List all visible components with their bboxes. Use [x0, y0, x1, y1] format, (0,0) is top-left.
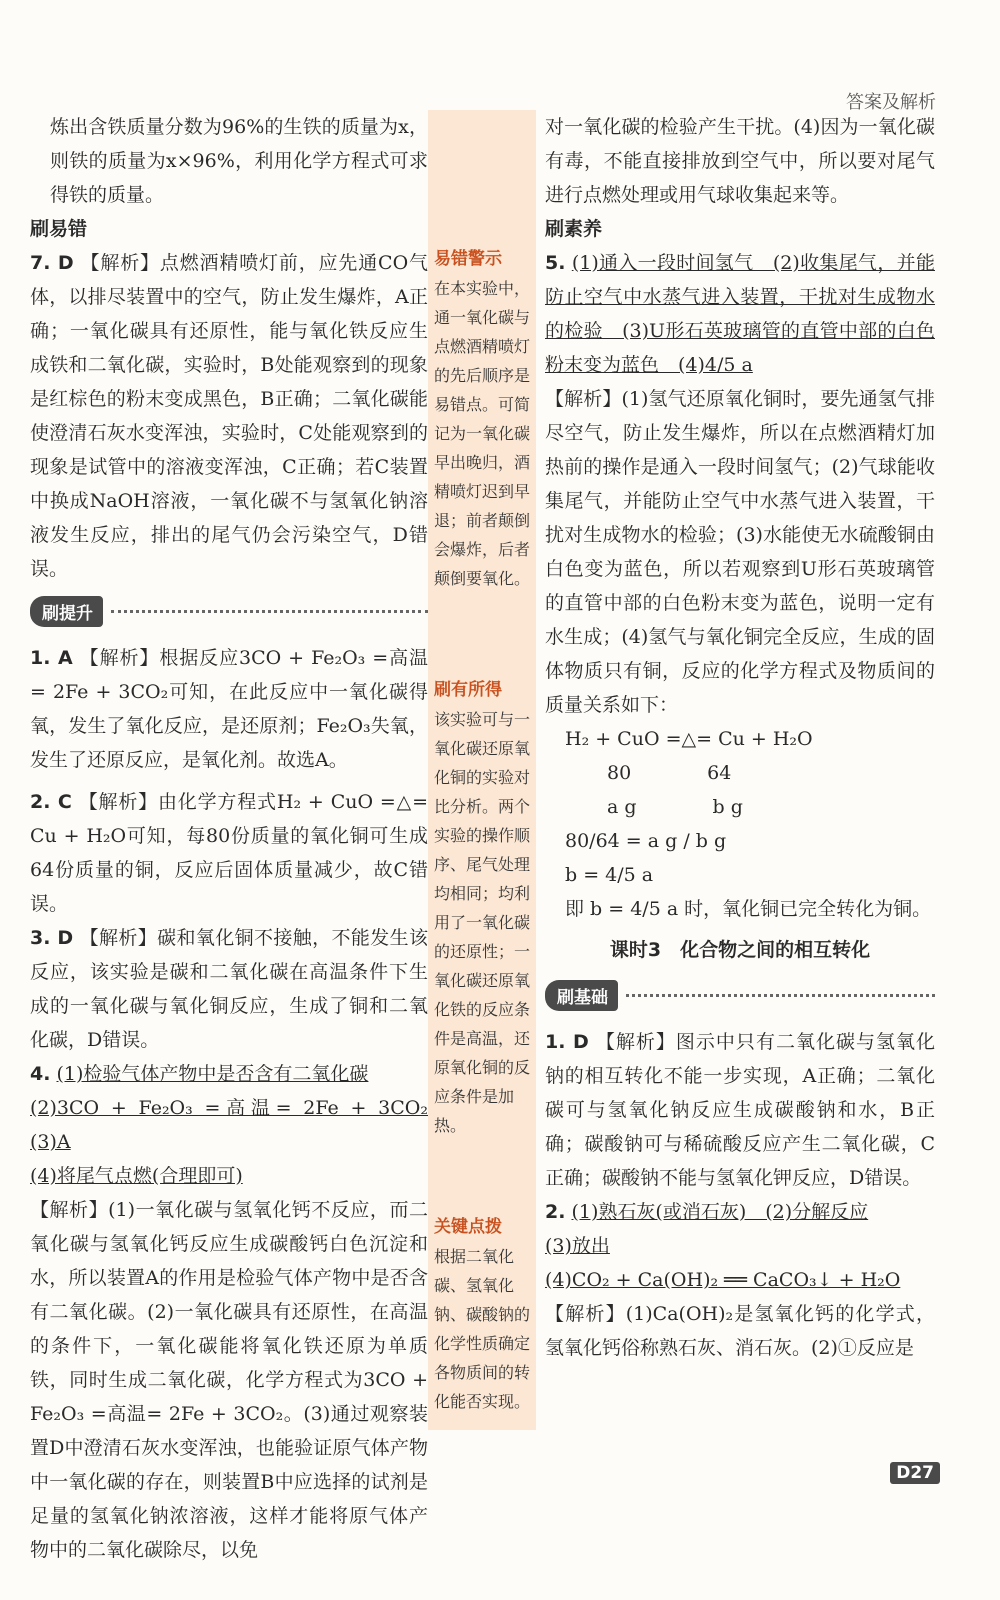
dotted-rule	[626, 994, 935, 997]
lesson-title: 课时3 化合物之间的相互转化	[609, 939, 871, 961]
section-tag: 刷基础	[545, 980, 618, 1011]
q1	[30, 641, 428, 777]
equation-5: b = 4/5 a	[565, 864, 654, 886]
note-title-3: 关键点拨	[434, 1217, 502, 1237]
page-number: D27	[890, 1462, 940, 1484]
q7-number: 7. D	[30, 252, 74, 274]
q2	[30, 785, 428, 921]
r1-text: 【解析】图示中只有二氧化碳与氢氧化钠的相互转化不能一步实现，A正确；二氧化碳可与氢氧化钠反应生成碳酸钠和水，B正确；碳酸钠可与稀硫酸反应产生二氧化碳，C正确；碳酸钠不能与氢氧化钾反应，D错误。	[545, 1031, 935, 1189]
note-text-2: 该实验可与一氧化碳还原氧化铜的实验对比分析。两个实验的操作顺序、尾气处理均相同；均利用了一氧化碳的还原性；一氧化碳还原氧化铁的反应条件是高温，还原氧化铜的反应条件是加热。	[434, 710, 531, 1135]
q2-number: 2. C	[30, 791, 72, 813]
q5-answer-text: (1)通入一段时间氢气 (2)收集尾气，并能防止空气中水蒸气进入装置，干扰对生成物水的检验 (3)U形石英玻璃管的直管中部的白色粉末变为蓝色 (4)4/5 a	[545, 252, 935, 376]
note-text-1: 在本实验中，通一氧化碳与点燃酒精喷灯的先后顺序是易错点。可简记为一氧化碳早出晚归，酒精喷灯迟到早退；前者颠倒会爆炸，后者颠倒要氧化。	[434, 279, 531, 588]
q7-text: 【解析】点燃酒精喷灯前，应先通CO气体，以排尽装置中的空气，防止发生爆炸，A正确；一氧化碳具有还原性，能与氧化铁反应生成铁和二氧化碳，实验时，B处能观察到的现象是红棕色的粉末变成黑色，B正确；二氧化碳能使澄清石灰水变浑浊，实验时，C处能观察到的现象是试管中的溶液变浑浊，C正确；若C装置中换成NaOH溶液，一氧化碳不与氢氧化钠溶液发生反应，排出的尾气仍会污染空气，D错误。	[30, 252, 428, 580]
section-title-literacy: 刷素养	[545, 218, 603, 240]
note-key-point	[428, 1206, 536, 1422]
note-title-1: 易错警示	[434, 249, 502, 269]
note-error-warning	[428, 238, 536, 599]
note-gain	[428, 669, 536, 1146]
r2-number: 2.	[545, 1201, 566, 1223]
r2-answer-1	[545, 1195, 935, 1229]
intro-text: 炼出含铁质量分数为96%的生铁的质量为x，则铁的质量为x×96%，利用化学方程式可求得铁的质量。	[50, 116, 428, 206]
q4-answer-1-text: (1)检验气体产物中是否含有二氧化碳	[56, 1063, 369, 1085]
q4-answer-3: (4)将尾气点燃(合理即可)	[30, 1165, 243, 1187]
q4-text: 【解析】(1)一氧化碳与氢氧化钙不反应，而二氧化碳与氢氧化钙反应生成碳酸钙白色沉淀和水，所以装置A的作用是检验气体产物中是否含有二氧化碳。(2)一氧化碳具有还原性，在高温的条件下，一氧化碳能将氧化铁还原为单质铁，同时生成二氧化碳，化学方程式为3CO + Fe₂O₃ =高温= 2Fe + 3CO₂。(3)通过观察装置D中澄清石灰水变浑浊，也能验证原气体产物中一氧化碳的存在，则装置B中应选择的试剂是足量的氢氧化钠浓溶液，这样才能将原气体产物中的二氧化碳除尽，以免	[30, 1199, 428, 1561]
q5-answer	[545, 246, 935, 382]
r2-answer-2: (3)放出	[545, 1235, 610, 1257]
q4-answer-2: (2)3CO + Fe₂O₃ =高温= 2Fe + 3CO₂ (3)A	[30, 1097, 428, 1153]
side-notes-column	[428, 110, 536, 1430]
r2-text: 【解析】(1)Ca(OH)₂是氢氧化钙的化学式，氢氧化钙俗称熟石灰、消石灰。(2)①反应是	[545, 1303, 935, 1359]
page-header: 答案及解析	[846, 92, 936, 113]
equation-1: H₂ + CuO =△= Cu + H₂O	[565, 728, 813, 750]
q1-number: 1. A	[30, 647, 73, 669]
equation-3: a g b g	[607, 796, 743, 818]
section-title-errors: 刷易错	[30, 218, 88, 240]
continued-text: 对一氧化碳的检验产生干扰。(4)因为一氧化碳有毒，不能直接排放到空气中，所以要对尾气进行点燃处理或用气球收集起来等。	[545, 116, 935, 206]
q4-answer-1	[30, 1057, 428, 1091]
q3	[30, 921, 428, 1057]
q4-number: 4.	[30, 1063, 51, 1085]
section-bar-basics	[545, 980, 935, 1011]
q3-number: 3. D	[30, 927, 74, 949]
note-title-2: 刷有所得	[434, 680, 502, 700]
note-text-3: 根据二氧化碳、氢氧化钠、碳酸钠的化学性质确定各物质间的转化能否实现。	[434, 1247, 531, 1411]
r2-answer-3: (4)CO₂ + Ca(OH)₂ ══ CaCO₃↓ + H₂O	[545, 1269, 901, 1291]
q5-number: 5.	[545, 252, 566, 274]
r1-number: 1. D	[545, 1031, 589, 1053]
q1-text: 【解析】根据反应3CO + Fe₂O₃ =高温= 2Fe + 3CO₂可知，在此反应中一氧化碳得氧，发生了氧化反应，是还原剂；Fe₂O₃失氧，发生了还原反应，是氧化剂。故选A。	[30, 647, 428, 771]
left-column	[30, 110, 428, 1567]
q2-text: 【解析】由化学方程式H₂ + CuO =△= Cu + H₂O可知，每80份质量的氧化铜可生成64份质量的铜，反应后固体质量减少，故C错误。	[30, 791, 428, 915]
section-bar-improve	[30, 596, 428, 627]
r2-answer-1-text: (1)熟石灰(或消石灰) (2)分解反应	[571, 1201, 869, 1223]
equation-2: 80 64	[607, 762, 732, 784]
right-column	[545, 110, 935, 1365]
q5-text: 【解析】(1)氢气还原氧化铜时，要先通氢气排尽空气，防止发生爆炸，所以在点燃酒精灯加热前的操作是通入一段时间氢气；(2)气球能收集尾气，并能防止空气中水蒸气进入装置，干扰对生成物水的检验；(3)水能使无水硫酸铜由白色变为蓝色，所以若观察到U形石英玻璃管的直管中部的白色粉末变为蓝色，说明一定有水生成；(4)氢气与氧化铜完全反应，生成的固体物质只有铜，反应的化学方程式及物质间的质量关系如下：	[545, 388, 935, 716]
q3-text: 【解析】碳和氧化铜不接触，不能发生该反应，该实验是碳和二氧化碳在高温条件下生成的一氧化碳与氧化铜反应，生成了铜和二氧化碳，D错误。	[30, 927, 428, 1051]
q7	[30, 246, 428, 586]
equation-4: 80/64 = a g / b g	[565, 830, 727, 852]
r1	[545, 1025, 935, 1195]
dotted-rule	[111, 610, 428, 613]
section-tag: 刷提升	[30, 596, 103, 627]
equation-6: 即 b = 4/5 a 时，氧化铜已完全转化为铜。	[565, 898, 932, 920]
